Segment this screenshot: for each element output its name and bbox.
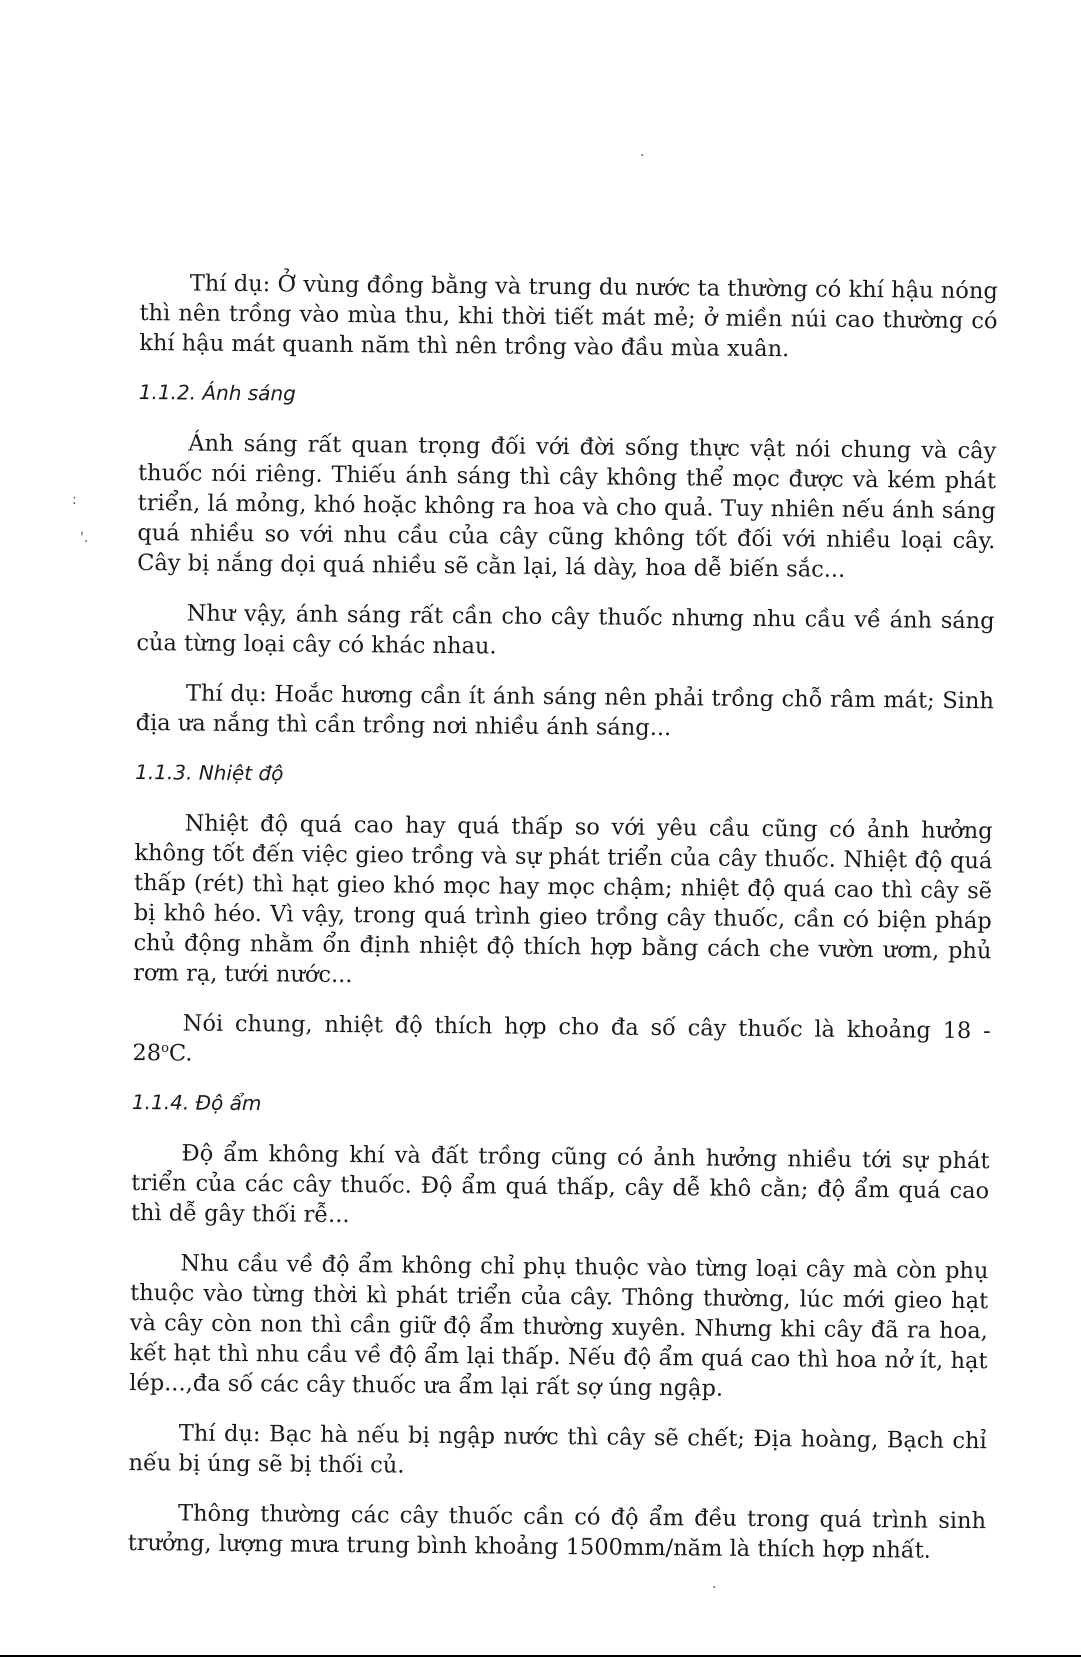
section-heading: 1.1.4. Độ ẩm	[131, 1089, 262, 1116]
margin-mark: '.	[80, 530, 89, 546]
temperature-text: Nói chung, nhiệt độ thích hợp cho đa số cây thuốc là khoảng 18 - 28	[132, 1010, 991, 1067]
paragraph: Thông thường các cây thuốc cần có độ ẩm đều trong quá trình sinh trưởng, lượng mưa trung bình khoảng 1500mm/năm là thích hợp nhất.	[127, 1500, 987, 1564]
paragraph: Nhiệt độ quá cao hay quá thấp so với yêu cầu cũng có ảnh hưởng không tốt đến việc gieo trồng và sự phát triển của cây thuốc. Nhiệt độ quá thấp (rét) thì hạt gieo khó mọc hay mọc chậm; nhiệt độ quá cao thì cây sẽ bị khô héo. Vì vậy, trong quá trình gieo trồng cây thuốc, cần có biện pháp chủ động nhằm ổn định nhiệt độ thích hợp bằng cách che vườn ươm, phủ rơm rạ, tưới nước...	[133, 810, 993, 989]
margin-mark: :	[72, 492, 77, 508]
paragraph: Độ ẩm không khí và đất trồng cũng có ảnh hưởng nhiều tới sự phát triển của các cây thuốc. Độ ẩm quá thấp, cây dễ khô cằn; độ ẩm quá cao thì dễ gây thối rễ...	[130, 1140, 990, 1229]
paragraph: Ánh sáng rất quan trọng đối với đời sống thực vật nói chung và cây thuốc nói riêng. Thiếu ánh sáng thì cây không thể mọc được và kém phát triển, lá mỏng, khó hoặc không ra hoa và cho quả. Tuy nhiên nếu ánh sáng quá nhiều so với nhu cầu của cây cũng không tốt đối với nhiều loại cây. Cây bị nắng dọi quá nhiều sẽ cằn lại, lá dày, hoa dễ biến sắc...	[137, 430, 997, 583]
temperature-unit: C.	[168, 1040, 193, 1067]
section-temperature	[132, 758, 993, 1076]
paragraph: Như vậy, ánh sáng rất cần cho cây thuốc nhưng nhu cầu về ánh sáng của từng loại cây có khác nhau.	[136, 600, 995, 660]
temperature-paragraph	[132, 1008, 991, 1076]
section-heading: 1.1.2. Ánh sáng	[138, 379, 296, 406]
section-humidity	[128, 1088, 990, 1566]
intro-paragraph: Thí dụ: Ở vùng đồng bằng và trung du nước ta thường có khí hậu nóng thì nên trồng vào mùa thu, khi thời tiết mát mẻ; ở miền núi cao thường có khí hậu mát quanh năm thì nên trồng vào đầu mùa xuân.	[139, 270, 998, 363]
margin-mark: ·	[712, 1580, 717, 1596]
section-heading: 1.1.3. Nhiệt độ	[135, 759, 284, 786]
paragraph: Nhu cầu về độ ẩm không chỉ phụ thuộc vào từng loại cây mà còn phụ thuộc vào từng thời kì phát triển của cây. Thông thường, lúc mới gieo hạt và cây còn non thì cần giữ độ ẩm thường xuyên. Nhưng khi cây đã ra hoa, kết hạt thì nhu cầu về độ ẩm lại thấp. Nếu độ ẩm quá cao thì hoa nở ít, hạt lép...,đa số các cây thuốc ưa ẩm lại rất sợ úng ngập.	[129, 1250, 989, 1402]
section-light	[135, 378, 996, 746]
paragraph: Thí dụ: Hoắc hương cần ít ánh sáng nên phải trồng chỗ râm mát; Sinh địa ưa nắng thì cần trồng nơi nhiều ánh sáng...	[135, 680, 995, 742]
degree-superscript: o	[161, 1040, 170, 1056]
margin-mark: ·	[640, 148, 645, 164]
page-body	[127, 268, 998, 1586]
paragraph: Thí dụ: Bạc hà nếu bị ngập nước thì cây sẽ chết; Địa hoàng, Bạch chỉ nếu bị úng sẽ bị thối củ.	[128, 1420, 987, 1479]
